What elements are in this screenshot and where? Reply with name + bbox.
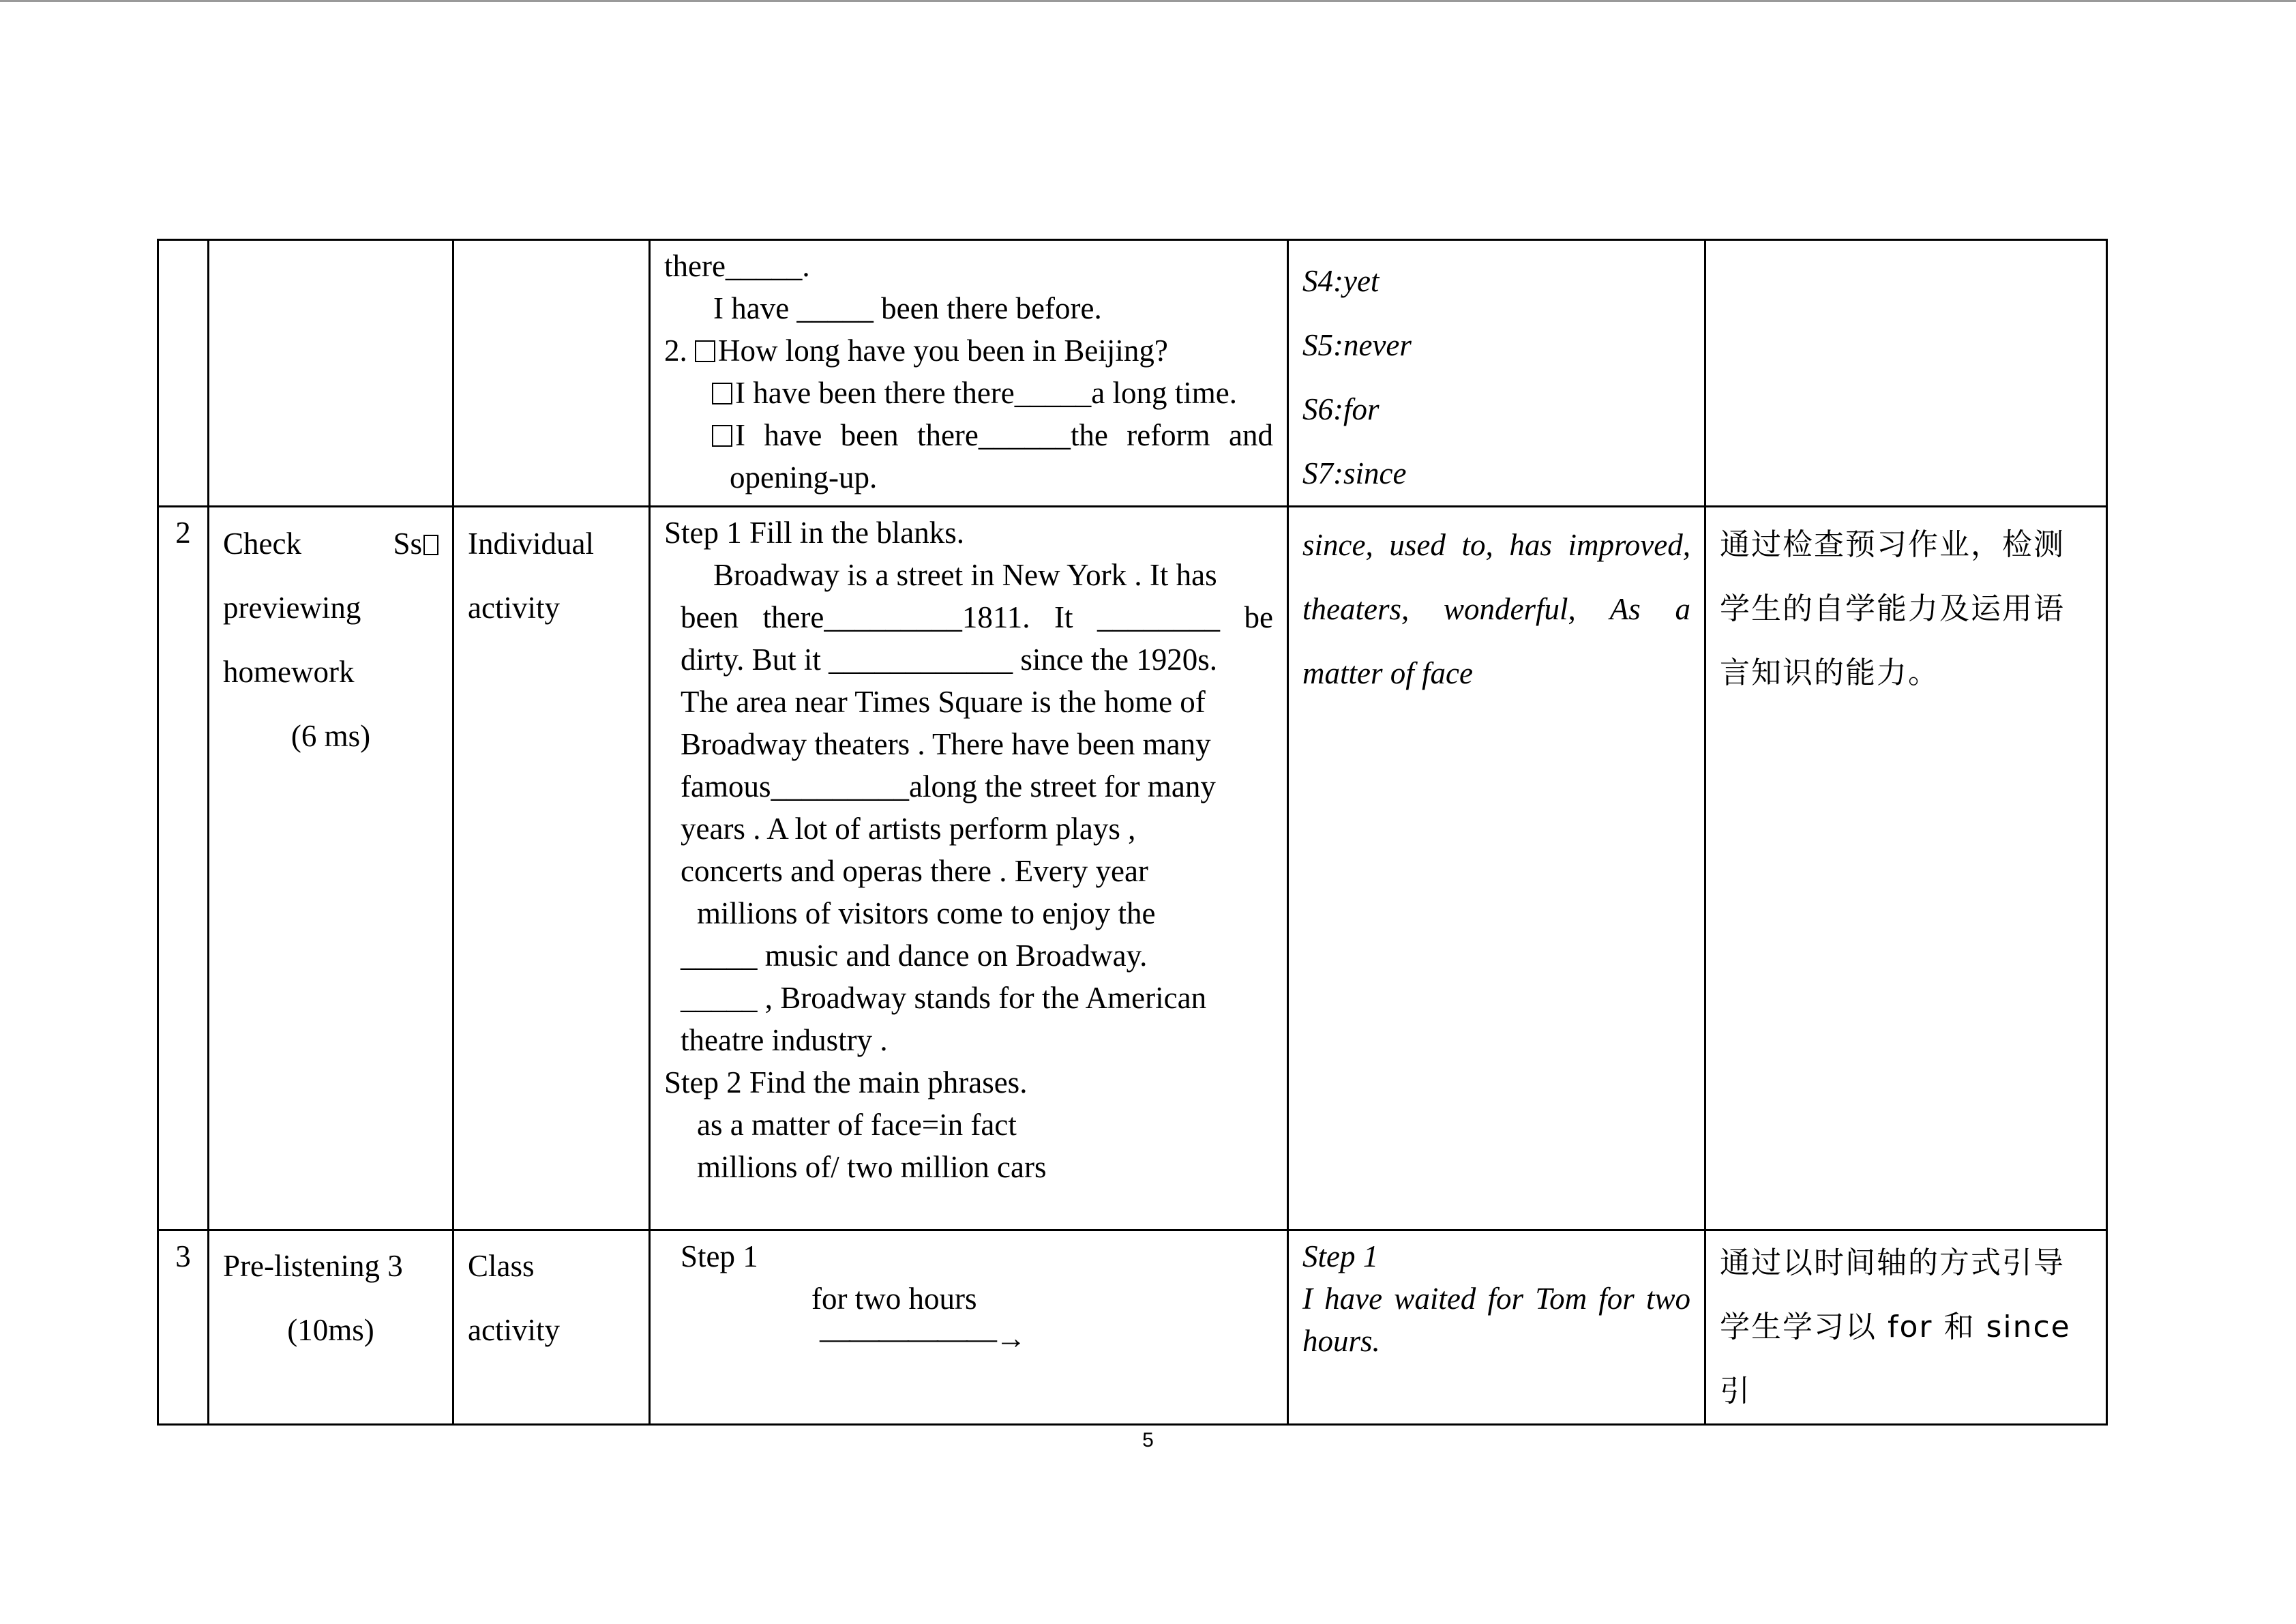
answers-cell [1288,240,1705,507]
content-line: I have _____ been there before. [713,291,1102,325]
organization-cell [453,1230,650,1425]
purpose-text: 通过以时间轴的方式引导学生学习以 for 和 since 引 [1720,1245,2071,1408]
step-line: Check Ss [223,512,438,576]
answer-line: S7:since [1302,456,1407,490]
checkbox-glyph-icon [712,383,732,404]
step-line: homework [223,655,355,689]
purpose-cell [1705,507,2107,1230]
purpose-cell [1705,1230,2107,1425]
step-line: Pre-listening 3 [223,1249,403,1283]
checkbox-glyph-icon [695,340,715,362]
organization-cell [453,240,650,507]
organization-cell [453,507,650,1230]
content-line: famous_________along the street for many [681,769,1216,803]
organization-line: activity [468,591,560,625]
answer-line: S4:yet [1302,264,1380,298]
purpose-cell [1705,240,2107,507]
content-line: been there_________1811. It ________ be [681,600,1273,634]
content-line: there_____. [664,249,810,283]
content-line: I have been there______the reform and [664,414,1273,456]
content-cell [650,240,1288,507]
content-line: millions of/ two million cars [697,1150,1047,1184]
content-line: as a matter of face=in fact [697,1108,1017,1142]
answer-line: Step 1 [1302,1239,1379,1273]
answer-line: I have waited for Tom for two hours. [1302,1282,1690,1358]
content-line: _____ music and dance on Broadway. [681,939,1148,973]
content-line: 2. How long have you been in Beijing? [664,334,1168,368]
content-line: years . A lot of artists perform plays , [681,812,1136,846]
checkbox-glyph-icon [712,425,732,447]
content-cell [650,1230,1288,1425]
content-line: Broadway theaters . There have been many [681,727,1211,761]
lesson-plan-table [157,239,2108,1426]
content-line: Broadway is a street in New York . It has [713,558,1217,592]
answer-line: S6:for [1302,392,1380,426]
content-line: Step 2 Find the main phrases. [664,1065,1028,1099]
table-row-1 [158,240,2107,507]
organization-line: Individual [468,527,594,561]
content-line: dirty. But it ____________ since the 1920s. [681,643,1218,677]
content-line: concerts and operas there . Every year [681,854,1148,888]
content-line: I have been there there_____a long time. [664,372,1273,414]
step-cell [209,1230,453,1425]
purpose-text: 通过检查预习作业，检测学生的自学能力及运用语言知识的能力。 [1720,527,2065,690]
content-line: opening-up. [730,460,878,494]
answers-cell [1288,1230,1705,1425]
content-line: millions of visitors come to enjoy the [697,896,1156,930]
row-number-cell: 3 [158,1230,209,1425]
content-line: Step 1 [681,1239,758,1273]
timeline-arrow-icon: ——————→ [820,1321,1025,1355]
answer-line: S5:never [1302,328,1412,362]
answer-text: since, used to, has improved, theaters, wonderful, As a matter of face [1302,528,1690,690]
organization-line: Class [468,1249,535,1283]
content-line: theatre industry . [681,1023,888,1057]
checkbox-glyph-icon [423,535,438,555]
step-cell [209,507,453,1230]
step-line: previewing [223,591,361,625]
step-duration: (10ms) [287,1313,374,1347]
content-line: The area near Times Square is the home of [681,685,1206,719]
row-number-cell: 2 [158,507,209,1230]
page-top-rule [0,0,2296,2]
row-number-cell [158,240,209,507]
content-line: Step 1 Fill in the blanks. [664,516,965,550]
content-cell [650,507,1288,1230]
step-cell [209,240,453,507]
answers-cell [1288,507,1705,1230]
table-row-3 [158,1230,2107,1425]
page-number: 5 [1142,1429,1154,1451]
organization-line: activity [468,1313,560,1347]
content-line: for two hours [811,1282,977,1316]
content-line: _____ , Broadway stands for the American [681,981,1207,1015]
step-duration: (6 ms) [290,719,371,753]
table-row-2 [158,507,2107,1230]
